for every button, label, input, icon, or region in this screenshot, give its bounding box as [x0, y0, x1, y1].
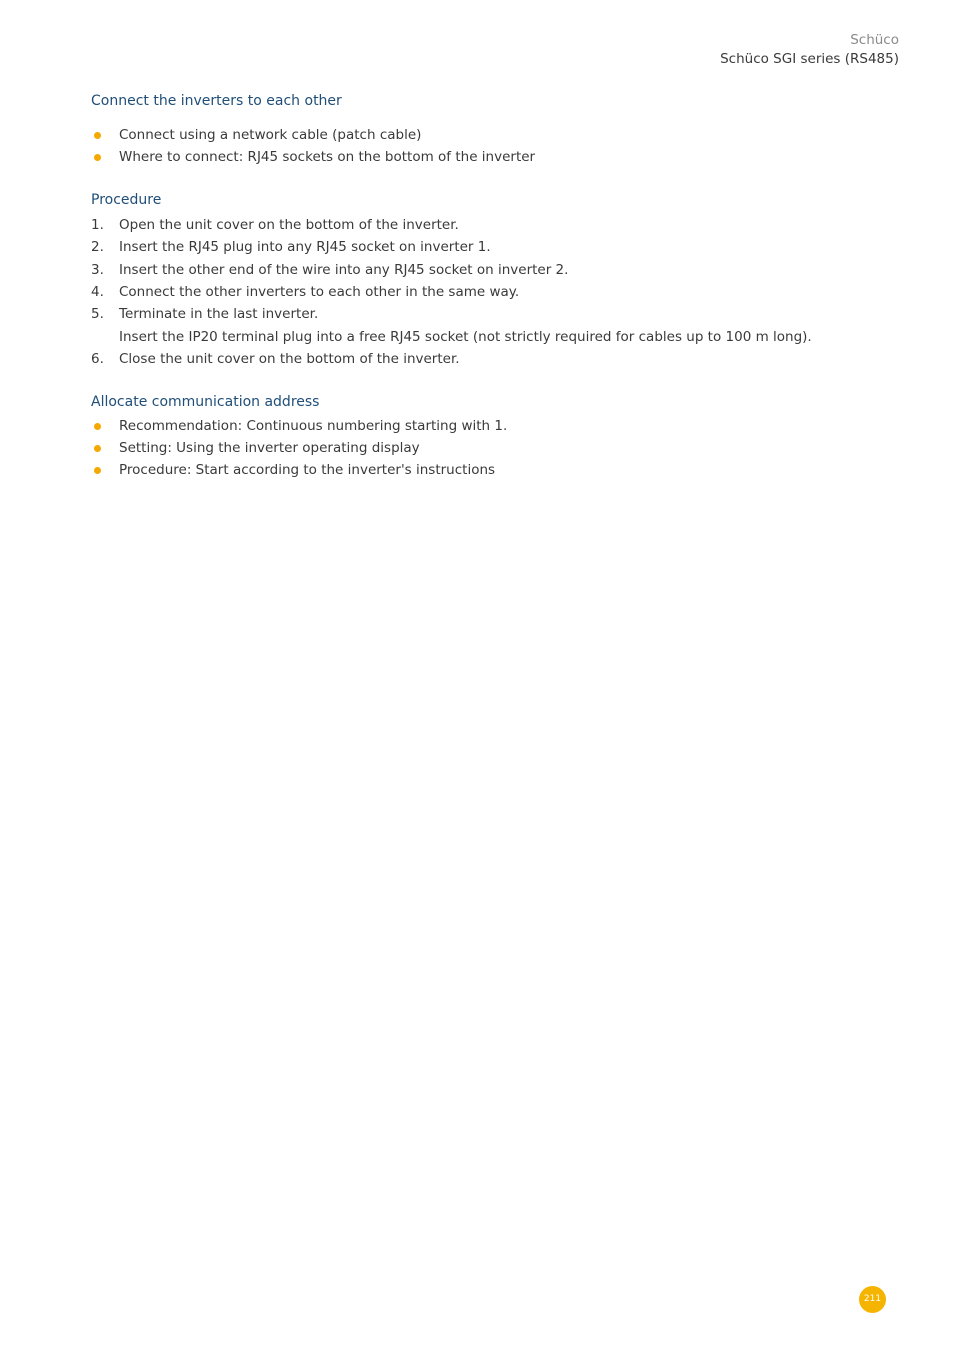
bullet-icon [94, 445, 101, 452]
list-item: Where to connect: RJ45 sockets on the bottom of the inverter [91, 146, 901, 168]
procedure-step: 3. Insert the other end of the wire into any RJ45 socket on inverter 2. [91, 259, 901, 281]
bullet-icon [94, 132, 101, 139]
procedure-step: 5. Terminate in the last inverter. Insert the IP20 terminal plug into a free RJ45 socket (not strictly required for cables up to 100 m long). [91, 303, 901, 348]
page-header [720, 31, 899, 69]
address-list [91, 415, 901, 482]
step-number: 5. [91, 306, 104, 323]
connect-list [91, 124, 901, 169]
main-content [91, 91, 901, 482]
bullet-icon [94, 467, 101, 474]
step-number: 2. [91, 239, 104, 256]
header-product: Schüco SGI series (RS485) [720, 51, 899, 67]
list-item: Connect using a network cable (patch cable) [91, 124, 901, 146]
section-title-procedure: Procedure [91, 191, 162, 208]
step-number: 6. [91, 351, 104, 368]
step-number: 3. [91, 261, 104, 278]
step-number: 1. [91, 216, 104, 233]
section-title-connect: Connect the inverters to each other [91, 93, 342, 109]
list-item: Recommendation: Continuous numbering starting with 1. [91, 415, 901, 437]
bullet-icon [94, 423, 101, 430]
step-number: 4. [91, 284, 104, 301]
step-note: Insert the IP20 terminal plug into a free RJ45 socket (not strictly required for cables up to 100 m long). [119, 328, 812, 345]
procedure-step: 1. Open the unit cover on the bottom of the inverter. [91, 214, 901, 236]
bullet-icon [94, 154, 101, 161]
procedure-steps [91, 214, 901, 371]
header-brand: Schüco [850, 32, 899, 48]
list-item: Setting: Using the inverter operating display [91, 437, 901, 459]
procedure-step: 2. Insert the RJ45 plug into any RJ45 socket on inverter 1. [91, 236, 901, 258]
page-number-badge: 211 [859, 1286, 886, 1313]
list-item: Procedure: Start according to the inverter's instructions [91, 459, 901, 481]
procedure-step: 6. Close the unit cover on the bottom of the inverter. [91, 348, 901, 370]
procedure-step: 4. Connect the other inverters to each other in the same way. [91, 281, 901, 303]
section-title-address: Allocate communication address [91, 393, 320, 410]
